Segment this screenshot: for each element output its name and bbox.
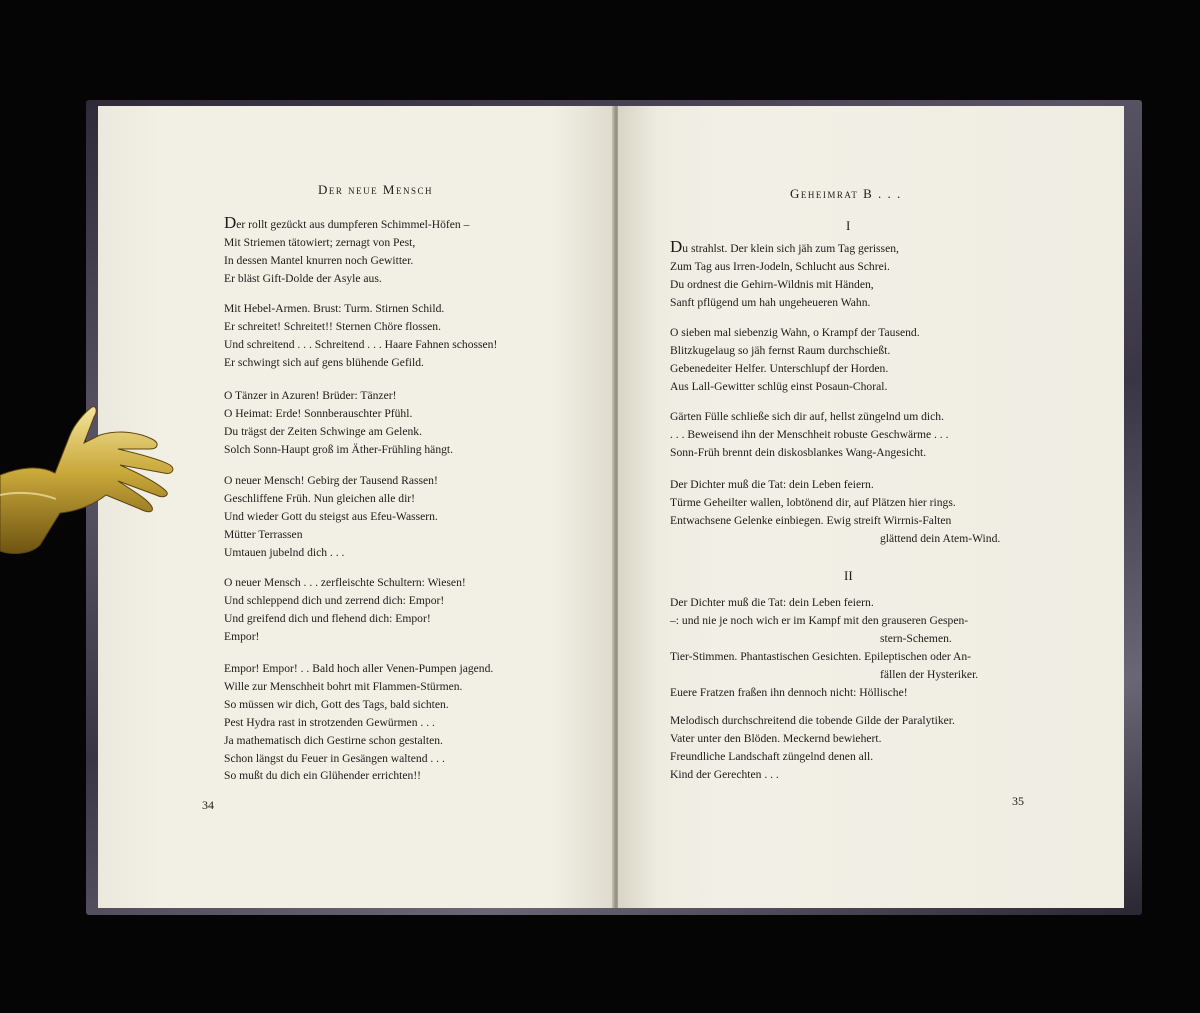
right-stanza-1 [670, 237, 899, 312]
verse-line: Der Dichter muß die Tat: dein Leben feiern. [670, 596, 874, 609]
left-stanza-2 [224, 300, 497, 372]
right-stanza-3 [670, 408, 949, 462]
verse-line: O neuer Mensch . . . zerfleischte Schultern: Wiesen! [224, 576, 466, 589]
left-stanza-6 [224, 660, 493, 785]
poem-title-left: Der neue Mensch [318, 182, 433, 197]
verse-line: Kind der Gerechten . . . [670, 767, 779, 781]
verse-line: Entwachsene Gelenke einbiegen. Ewig streift Wirrnis-Falten [670, 513, 952, 527]
verse-line: Tier-Stimmen. Phantastischen Gesichten. Epileptischen oder An- [670, 649, 972, 663]
verse-line: O Heimat: Erde! Sonnberauschter Pfühl. [224, 406, 413, 420]
verse-line: Und schreitend . . . Schreitend . . . Haare Fahnen schossen! [224, 337, 498, 351]
drop-cap: D [224, 213, 237, 232]
right-stanza-6 [670, 712, 955, 784]
verse-line: Blitzkugelaug so jäh fernst Raum durchschießt. [670, 343, 891, 357]
verse-line: Türme Geheilter wallen, lobtönend dir, auf Plätzen hier rings. [670, 495, 956, 509]
verse-line: Sonn-Früh brennt dein diskosblankes Wang-Angesicht. [670, 445, 927, 459]
verse-line: Und wieder Gott du steigst aus Efeu-Wassern. [224, 509, 438, 523]
verse-line: Gärten Fülle schließe sich dir auf, hellst züngelnd um dich. [670, 410, 944, 423]
verse-line: Solch Sonn-Haupt groß im Äther-Frühling hängt. [224, 442, 454, 456]
verse-line: Mütter Terrassen [224, 527, 303, 541]
verse-line: Umtauen jubelnd dich . . . [224, 545, 345, 559]
verse-line: In dessen Mantel knurren noch Gewitter. [224, 253, 414, 267]
brass-hand-icon [0, 395, 180, 565]
verse-line: Empor! [224, 629, 260, 643]
verse-line: O neuer Mensch! Gebirg der Tausend Rassen! [224, 474, 438, 487]
page-number-left: 34 [202, 798, 214, 812]
verse-line: Er schreitet! Schreitet!! Sternen Chöre flossen. [224, 319, 441, 333]
verse-line: Melodisch durchschreitend die tobende Gilde der Paralytiker. [670, 714, 955, 727]
verse-line: Wille zur Menschheit bohrt mit Flammen-Stürmen. [224, 679, 463, 693]
left-stanza-3 [224, 387, 453, 459]
verse-line: Du ordnest die Gehirn-Wildnis mit Händen, [670, 277, 874, 291]
verse-line: Mit Hebel-Armen. Brust: Turm. Stirnen Schild. [224, 302, 445, 315]
section-numeral-1: I [846, 218, 851, 233]
verse-line: –: und nie je noch wich er im Kampf mit den grauseren Gespen- [670, 613, 969, 627]
verse-line: Empor! Empor! . . Bald hoch aller Venen-Pumpen jagend. [224, 662, 494, 675]
verse-line: Er bläst Gift-Dolde der Asyle aus. [224, 271, 382, 285]
verse-line: O Tänzer in Azuren! Brüder: Tänzer! [224, 389, 397, 402]
verse-line: Der Dichter muß die Tat: dein Leben feiern. [670, 478, 874, 491]
right-stanza-2 [670, 324, 920, 396]
left-stanza-1 [224, 213, 470, 288]
poem-title-right: Geheimrat B . . . [790, 186, 902, 201]
right-stanza-5 [670, 594, 978, 701]
verse-line: Aus Lall-Gewitter schlüg einst Posaun-Choral. [670, 379, 888, 393]
verse-line: Mit Striemen tätowiert; zernagt von Pest, [224, 235, 416, 249]
verse-line: Vater unter den Blöden. Meckernd bewiehert. [670, 731, 882, 745]
verse-line: So mußt du dich ein Glühender errichten!! [224, 769, 422, 783]
verse-line: Zum Tag aus Irren-Jodeln, Schlucht aus Schrei. [670, 259, 890, 273]
verse-line: fällen der Hysteriker. [880, 667, 979, 681]
verse-line: Er schwingt sich auf gens blühende Gefild. [224, 355, 424, 369]
verse-line: Du strahlst. Der klein sich jäh zum Tag gerissen, [670, 237, 899, 256]
verse-line: O sieben mal siebenzig Wahn, o Krampf der Tausend. [670, 326, 920, 339]
verse-line: Pest Hydra rast in strotzenden Gewürmen . . . [224, 715, 435, 729]
verse-line: Freundliche Landschaft züngelnd denen all. [670, 749, 874, 763]
right-page [618, 106, 1124, 908]
verse-line: stern-Schemen. [880, 631, 952, 645]
section-numeral-2: II [844, 568, 853, 583]
right-stanza-4 [670, 476, 1000, 548]
verse-line: Und schleppend dich und zerrend dich: Empor! [224, 593, 445, 607]
verse-line: Geschliffene Früh. Nun gleichen alle dir! [224, 491, 416, 505]
page-number-right: 35 [1012, 794, 1024, 808]
verse-line: . . . Beweisend ihn der Menschheit robuste Geschwärme . . . [670, 427, 949, 441]
left-stanza-5 [224, 574, 466, 646]
verse-line: Sanft pflügend um hah ungeheueren Wahn. [670, 295, 871, 309]
verse-line: Du trägst der Zeiten Schwinge am Gelenk. [224, 424, 422, 438]
drop-cap: D [670, 237, 683, 256]
verse-line: Ja mathematisch dich Gestirne schon gestalten. [224, 733, 443, 747]
verse-line: Gebenedeiter Helfer. Unterschlupf der Horden. [670, 361, 889, 375]
verse-line: Schon längst du Feuer in Gesängen waltend . . . [224, 751, 445, 765]
verse-line: Der rollt gezückt aus dumpferen Schimmel-Höfen – [224, 213, 470, 232]
verse-line: Und greifend dich und flehend dich: Empor! [224, 611, 431, 625]
verse-line: So müssen wir dich, Gott des Tags, bald sichten. [224, 697, 449, 711]
verse-line: glättend dein Atem-Wind. [880, 531, 1001, 545]
left-stanza-4 [224, 472, 438, 562]
verse-line: Euere Fratzen fraßen ihn dennoch nicht: Höllische! [670, 685, 908, 699]
